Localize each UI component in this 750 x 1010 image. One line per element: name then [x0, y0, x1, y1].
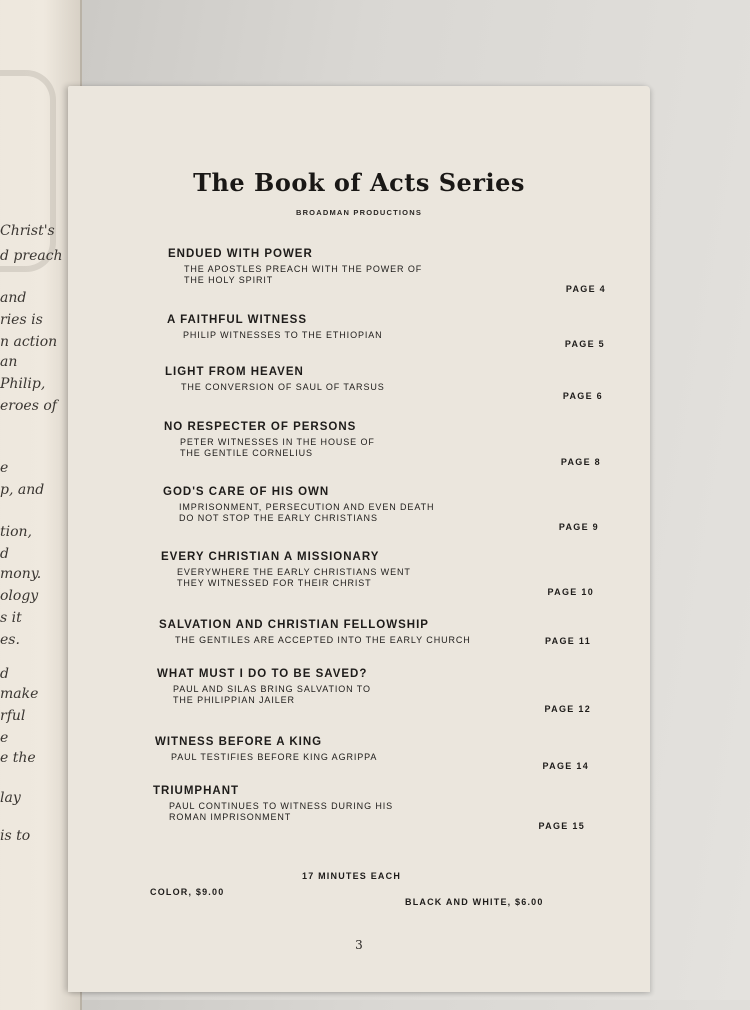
entry-page: PAGE 5 [564, 339, 605, 349]
left-text-fragment: Philip, [0, 376, 46, 392]
entry-description: PAUL AND SILAS BRING SALVATION TO [173, 684, 371, 694]
entry-title: SALVATION AND CHRISTIAN FELLOWSHIP [159, 619, 429, 631]
entry-page: PAGE 10 [547, 587, 594, 597]
page-number: 3 [355, 938, 363, 952]
entry-title: GOD'S CARE OF HIS OWN [163, 486, 330, 498]
toc-entry [167, 314, 605, 349]
toc-entry [163, 486, 599, 532]
entry-description: THE PHILIPPIAN JAILER [173, 695, 295, 705]
left-text-fragment: ries is [0, 312, 43, 328]
entry-description: PHILIP WITNESSES TO THE ETHIOPIAN [183, 330, 383, 340]
left-text-fragment: e [0, 730, 9, 746]
entry-page: PAGE 11 [545, 636, 591, 646]
toc-entry [155, 736, 589, 771]
toc-entry [164, 421, 601, 467]
left-text-fragment: p, and [0, 482, 45, 498]
left-text-fragment: make [0, 686, 39, 702]
entry-description: EVERYWHERE THE EARLY CHRISTIANS WENT [177, 567, 411, 577]
entry-page: PAGE 4 [565, 284, 606, 294]
entry-description: PAUL CONTINUES TO WITNESS DURING HIS [169, 801, 394, 811]
toc-entry [157, 668, 591, 714]
entry-title: EVERY CHRISTIAN A MISSIONARY [161, 551, 380, 563]
left-text-fragment: and [0, 290, 27, 306]
left-text-fragment: d preach [0, 248, 63, 264]
toc-entry [153, 785, 585, 831]
entry-page: PAGE 15 [538, 821, 585, 831]
price-color: COLOR, $9.00 [150, 887, 225, 897]
entry-title: WHAT MUST I DO TO BE SAVED? [157, 668, 368, 680]
left-text-fragment: d [0, 546, 9, 562]
entry-description: PAUL TESTIFIES BEFORE KING AGRIPPA [171, 752, 378, 762]
left-text-fragment: s it [0, 610, 22, 626]
entry-title: A FAITHFUL WITNESS [167, 314, 308, 326]
entry-description: THE APOSTLES PREACH WITH THE POWER OF [184, 264, 423, 274]
left-text-fragment: Christ's [0, 223, 55, 239]
left-text-fragment: e the [0, 750, 36, 766]
entry-title: NO RESPECTER OF PERSONS [164, 421, 357, 433]
price-black-white: BLACK AND WHITE, $6.00 [405, 897, 544, 907]
entry-description: THE GENTILES ARE ACCEPTED INTO THE EARLY CHURCH [175, 635, 471, 645]
left-text-fragment: eroes of [0, 398, 57, 414]
left-text-fragment: es. [0, 632, 20, 648]
entry-page: PAGE 6 [562, 391, 603, 401]
left-text-fragment: d [0, 666, 9, 682]
entry-description: THE GENTILE CORNELIUS [180, 448, 313, 458]
left-text-fragment: n action [0, 334, 58, 350]
publisher-line: BROADMAN PRODUCTIONS [295, 208, 423, 217]
left-text-fragment: an [0, 354, 18, 370]
entry-title: ENDUED WITH POWER [168, 248, 313, 260]
entry-description: PETER WITNESSES IN THE HOUSE OF [180, 437, 375, 447]
left-text-fragment: is to [0, 828, 31, 844]
left-text-fragment: mony. [0, 566, 42, 582]
page-title: The Book of Acts Series [193, 168, 525, 197]
entry-description: THE HOLY SPIRIT [184, 275, 274, 285]
entry-page: PAGE 12 [544, 704, 591, 714]
entry-page: PAGE 9 [558, 522, 599, 532]
toc-entry [161, 551, 594, 597]
left-text-fragment: e [0, 460, 9, 476]
entry-description: THE CONVERSION OF SAUL OF TARSUS [181, 382, 385, 392]
toc-entry [159, 619, 591, 646]
entry-page: PAGE 14 [542, 761, 589, 771]
entry-title: LIGHT FROM HEAVEN [165, 366, 304, 378]
entry-description: IMPRISONMENT, PERSECUTION AND EVEN DEATH [179, 502, 435, 512]
toc-entry [165, 366, 603, 401]
left-text-fragment: rful [0, 708, 26, 724]
entry-title: WITNESS BEFORE A KING [155, 736, 323, 748]
left-text-fragment: ology [0, 588, 39, 604]
document-page [68, 86, 650, 992]
left-text-fragment: tion, [0, 524, 32, 540]
entry-title: TRIUMPHANT [153, 785, 240, 797]
entry-description: ROMAN IMPRISONMENT [169, 812, 292, 822]
entry-description: THEY WITNESSED FOR THEIR CHRIST [177, 578, 372, 588]
toc-entry [168, 248, 606, 294]
entry-page: PAGE 8 [560, 457, 601, 467]
left-text-fragment: lay [0, 790, 21, 806]
entry-description: DO NOT STOP THE EARLY CHRISTIANS [179, 513, 378, 523]
left-page-illustration [0, 70, 56, 272]
duration-note: 17 MINUTES EACH [302, 871, 402, 881]
